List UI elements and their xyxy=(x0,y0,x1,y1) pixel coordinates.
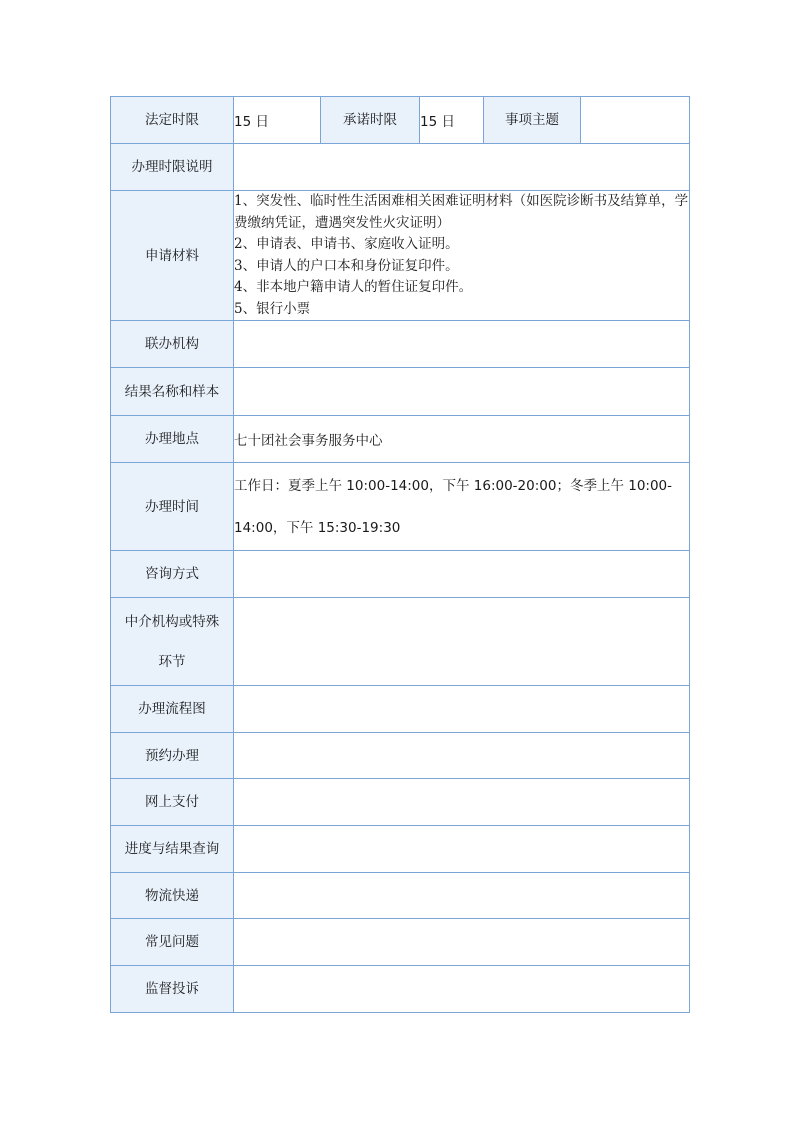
result-sample-value xyxy=(234,368,690,416)
subject-label: 事项主题 xyxy=(484,97,581,144)
materials-label: 申请材料 xyxy=(111,191,234,321)
materials-item-1: 1、突发性、临时性生活困难相关困难证明材料（如医院诊断书及结算单，学费缴纳凭证，遭遇突发性火灾证明） xyxy=(234,193,689,231)
progress-query-value xyxy=(234,826,690,873)
materials-item-4: 4、非本地户籍申请人的暂住证复印件。 xyxy=(234,279,473,295)
row-time-limits xyxy=(111,97,690,144)
appointment-value xyxy=(234,733,690,779)
consult-value xyxy=(234,551,690,598)
subject-value xyxy=(581,97,690,144)
progress-query-label: 进度与结果查询 xyxy=(111,826,234,873)
row-hours xyxy=(111,463,690,551)
row-progress-query xyxy=(111,826,690,873)
location-label: 办理地点 xyxy=(111,416,234,463)
joint-agency-label: 联办机构 xyxy=(111,321,234,368)
hours-label: 办理时间 xyxy=(111,463,234,551)
flowchart-value xyxy=(234,686,690,733)
legal-limit-label: 法定时限 xyxy=(111,97,234,144)
limit-desc-value xyxy=(234,144,690,191)
result-sample-label: 结果名称和样本 xyxy=(111,368,234,416)
faq-value xyxy=(234,919,690,966)
row-flowchart xyxy=(111,686,690,733)
hours-value: 工作日：夏季上午 10:00-14:00，下午 16:00-20:00；冬季上午 10:00-14:00，下午 15:30-19:30 xyxy=(234,463,690,551)
appointment-label: 预约办理 xyxy=(111,733,234,779)
materials-item-2: 2、申请表、申请书、家庭收入证明。 xyxy=(234,236,459,252)
row-result-sample xyxy=(111,368,690,416)
row-consult xyxy=(111,551,690,598)
row-logistics xyxy=(111,873,690,919)
logistics-label: 物流快递 xyxy=(111,873,234,919)
materials-item-3: 3、申请人的户口本和身份证复印件。 xyxy=(234,257,459,274)
row-intermediary xyxy=(111,598,690,686)
complaint-value xyxy=(234,966,690,1013)
intermediary-value xyxy=(234,598,690,686)
logistics-value xyxy=(234,873,690,919)
row-appointment xyxy=(111,733,690,779)
row-materials xyxy=(111,191,690,321)
legal-limit-value: 15 日 xyxy=(234,97,321,144)
row-joint-agency xyxy=(111,321,690,368)
consult-label: 咨询方式 xyxy=(111,551,234,598)
limit-desc-label: 办理时限说明 xyxy=(111,144,234,191)
intermediary-label xyxy=(111,598,234,686)
promised-limit-value: 15 日 xyxy=(420,97,484,144)
row-location xyxy=(111,416,690,463)
row-limit-desc xyxy=(111,144,690,191)
flowchart-label: 办理流程图 xyxy=(111,686,234,733)
materials-list xyxy=(234,191,690,321)
row-complaint xyxy=(111,966,690,1013)
faq-label: 常见问题 xyxy=(111,919,234,966)
row-online-pay xyxy=(111,779,690,826)
promised-limit-label: 承诺时限 xyxy=(321,97,420,144)
joint-agency-value xyxy=(234,321,690,368)
online-pay-value xyxy=(234,779,690,826)
intermediary-label-line2: 环节 xyxy=(158,653,186,670)
materials-item-5: 5、银行小票 xyxy=(234,300,311,317)
complaint-label: 监督投诉 xyxy=(111,966,234,1013)
row-faq xyxy=(111,919,690,966)
online-pay-label: 网上支付 xyxy=(111,779,234,826)
intermediary-label-line1: 中介机构或特殊 xyxy=(124,613,220,630)
service-info-table xyxy=(110,96,690,1013)
location-value: 七十团社会事务服务中心 xyxy=(234,416,690,463)
